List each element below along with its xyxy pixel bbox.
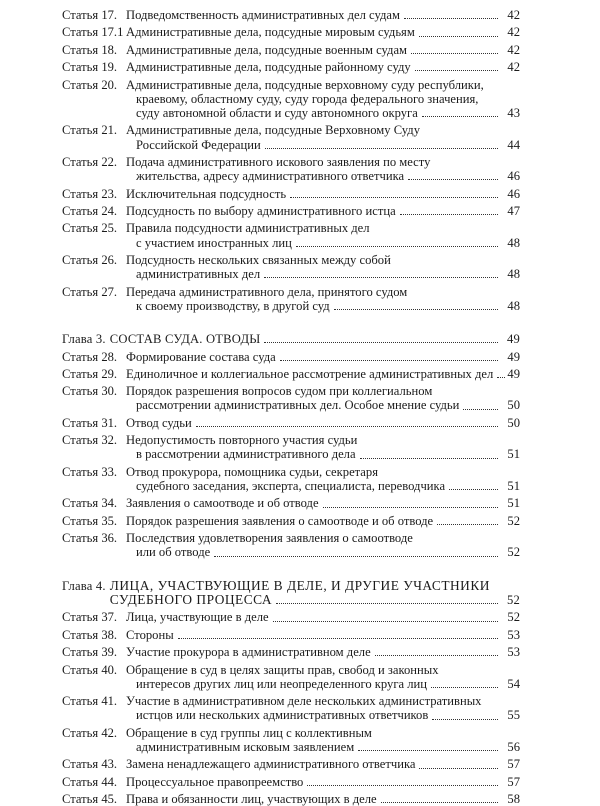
toc-entry xyxy=(62,465,520,493)
title-line-text: истцов или нескольких административных ответчиков xyxy=(136,708,429,723)
dot-leader xyxy=(264,276,498,278)
title-line xyxy=(126,350,502,364)
title-line: Административные дела, подсудные верховному суду республики, xyxy=(126,77,484,92)
toc-entry xyxy=(62,25,520,39)
article-label: Статья 27. xyxy=(62,284,118,299)
title-line: Подсудность нескольких связанных между собой xyxy=(126,252,391,267)
dot-leader xyxy=(400,213,498,215)
title-line: Административные дела, подсудные Верховному Суду xyxy=(126,123,421,138)
toc-entry xyxy=(62,285,520,313)
dot-leader xyxy=(422,115,498,117)
chapter-entry xyxy=(62,579,520,607)
article-title xyxy=(126,465,502,493)
article-label: Статья 25. xyxy=(62,221,118,236)
title-line: Последствия удовлетворения заявления о самоотводе xyxy=(126,531,413,546)
title-line xyxy=(126,447,502,461)
page-number: 50 xyxy=(507,415,520,430)
article-label: Статья 30. xyxy=(62,384,118,399)
title-line xyxy=(126,775,502,789)
title-line xyxy=(126,496,502,510)
title-line-text: жительства, адресу административного ответчика xyxy=(136,169,405,184)
toc-entry xyxy=(62,187,520,201)
page-number: 48 xyxy=(507,298,520,313)
title-line-text: Административные дела, подсудные военным судам xyxy=(126,42,408,57)
article-title xyxy=(126,610,502,624)
article-title xyxy=(126,221,502,249)
title-line xyxy=(126,792,502,806)
table-of-contents xyxy=(0,8,600,806)
article-title xyxy=(126,187,502,201)
title-line xyxy=(126,236,502,250)
dot-leader xyxy=(323,506,498,508)
toc-entry xyxy=(62,123,520,151)
page-number: 53 xyxy=(507,645,520,660)
title-line-text: административным исковым заявлением xyxy=(136,739,355,754)
toc-entry xyxy=(62,645,520,659)
dot-leader xyxy=(381,801,498,803)
title-line-text: Административные дела, подсудные районному суду xyxy=(126,60,411,75)
chapter-title xyxy=(110,579,502,607)
title-line xyxy=(126,514,502,528)
toc-entry xyxy=(62,757,520,771)
dot-leader xyxy=(463,408,498,410)
dot-leader xyxy=(273,620,498,622)
article-label: Статья 32. xyxy=(62,433,118,448)
title-line-text: с участием иностранных лиц xyxy=(136,235,292,250)
dot-leader xyxy=(408,178,498,180)
toc-entry xyxy=(62,221,520,249)
article-title xyxy=(126,433,502,461)
article-title xyxy=(126,204,502,218)
title-line-text: Процессуальное правопреемство xyxy=(126,774,304,789)
chapter-spacer xyxy=(0,316,600,322)
article-title xyxy=(126,531,502,559)
title-line xyxy=(126,299,502,313)
title-line xyxy=(126,60,502,74)
chapter-spacer xyxy=(0,563,600,569)
toc-entry xyxy=(62,433,520,461)
article-label: Статья 40. xyxy=(62,662,118,677)
dot-leader xyxy=(419,35,498,37)
article-title xyxy=(126,645,502,659)
article-label: Статья 44. xyxy=(62,774,118,789)
toc-entry xyxy=(62,514,520,528)
article-title xyxy=(126,8,502,22)
dot-leader xyxy=(296,245,498,247)
dot-leader xyxy=(449,488,498,490)
page-number: 42 xyxy=(507,42,520,57)
dot-leader xyxy=(432,718,498,720)
dot-leader xyxy=(411,52,498,54)
toc-entry xyxy=(62,628,520,642)
title-line xyxy=(126,204,502,218)
title-line: Правила подсудности административных дел xyxy=(126,221,370,236)
title-line xyxy=(126,187,502,201)
page-number: 50 xyxy=(507,398,520,413)
title-line xyxy=(126,43,502,57)
page-number: 42 xyxy=(507,8,520,22)
title-line-text: Права и обязанности лиц, участвующих в деле xyxy=(126,792,377,806)
article-title xyxy=(126,628,502,642)
title-line-text: СУДЕБНОГО ПРОЦЕССА xyxy=(109,592,273,608)
title-line-text: Отвод судьи xyxy=(126,415,192,430)
title-line-text: или об отводе xyxy=(136,545,211,560)
page-number: 49 xyxy=(507,349,520,364)
title-line-text: Лица, участвующие в деле xyxy=(126,610,269,625)
dot-leader xyxy=(214,555,498,557)
toc-entry xyxy=(62,610,520,624)
article-title xyxy=(126,496,502,510)
title-line: Передача административного дела, принятого судом xyxy=(126,284,408,299)
page-number: 46 xyxy=(507,186,520,201)
title-line-text: Административные дела, подсудные мировым судьям xyxy=(126,25,415,40)
page-number: 52 xyxy=(507,593,520,608)
article-title xyxy=(126,155,502,183)
title-line-text: Стороны xyxy=(126,627,174,642)
article-label: Статья 19. xyxy=(62,60,118,75)
page-number: 48 xyxy=(507,267,520,282)
toc-entry xyxy=(62,792,520,806)
article-label: Статья 21. xyxy=(62,123,118,138)
title-line xyxy=(126,169,502,183)
title-line-text: Единоличное и коллегиальное рассмотрение административных дел xyxy=(126,366,494,381)
article-title xyxy=(126,775,502,789)
title-line xyxy=(126,106,502,120)
title-line xyxy=(126,645,502,659)
article-title xyxy=(126,350,502,364)
title-line xyxy=(110,332,502,346)
title-line-text: Порядок разрешения заявления о самоотводе и об отводе xyxy=(126,513,434,528)
title-line xyxy=(126,416,502,430)
title-line xyxy=(110,593,502,607)
article-label: Статья 42. xyxy=(62,725,118,740)
dot-leader xyxy=(431,686,498,688)
title-line-text: административных дел xyxy=(136,267,261,282)
article-title xyxy=(126,792,502,806)
title-line-text: Подсудность по выбору административного истца xyxy=(126,203,396,218)
title-line-text: рассмотрении административных дел. Особое мнение судьи xyxy=(136,398,460,413)
page-number: 52 xyxy=(507,545,520,560)
title-line xyxy=(126,545,502,559)
chapter-label: Глава 3. xyxy=(62,332,106,347)
title-line xyxy=(126,25,502,39)
article-label: Статья 28. xyxy=(62,349,118,364)
page-number: 51 xyxy=(507,479,520,494)
title-line xyxy=(126,610,502,624)
article-title xyxy=(126,663,502,691)
toc-entry xyxy=(62,496,520,510)
article-label: Статья 24. xyxy=(62,203,118,218)
article-label: Статья 33. xyxy=(62,464,118,479)
article-label: Статья 31. xyxy=(62,415,118,430)
title-line-text: в рассмотрении административного дела xyxy=(136,447,356,462)
article-label: Статья 36. xyxy=(62,531,118,546)
article-label: Статья 20. xyxy=(62,77,118,92)
article-title xyxy=(126,757,502,771)
dot-leader xyxy=(290,196,498,198)
title-line: Отвод прокурора, помощника судьи, секретаря xyxy=(126,464,378,479)
chapter-title xyxy=(110,332,502,346)
page-number: 46 xyxy=(507,169,520,184)
title-line-text: Заявления о самоотводе и об отводе xyxy=(126,496,319,511)
title-line-text: суду автономной области и суду автономного округа xyxy=(136,105,418,120)
article-label: Статья 18. xyxy=(62,42,118,57)
title-line xyxy=(126,740,502,754)
dot-leader xyxy=(375,654,498,656)
article-title xyxy=(126,367,502,381)
page-number: 42 xyxy=(507,25,520,40)
toc-entry xyxy=(62,775,520,789)
dot-leader xyxy=(196,425,498,427)
article-label: Статья 29. xyxy=(62,366,118,381)
article-title xyxy=(126,416,502,430)
page-number: 49 xyxy=(507,366,520,381)
dot-leader xyxy=(276,602,498,604)
page-number: 58 xyxy=(507,792,520,806)
dot-leader xyxy=(280,359,498,361)
article-title xyxy=(126,285,502,313)
toc-entry xyxy=(62,78,520,121)
article-label: Статья 34. xyxy=(62,496,118,511)
article-label: Статья 17.1 xyxy=(62,25,124,40)
article-label: Статья 17. xyxy=(62,8,118,22)
article-label: Статья 45. xyxy=(62,792,118,806)
title-line-text: интересов других лиц или неопределенного круга лиц xyxy=(136,676,428,691)
article-label: Статья 35. xyxy=(62,513,118,528)
toc-entry xyxy=(62,694,520,722)
page-number: 56 xyxy=(507,739,520,754)
toc-entry xyxy=(62,350,520,364)
dot-leader xyxy=(419,767,498,769)
chapter-entry xyxy=(62,332,520,346)
page-number: 57 xyxy=(507,774,520,789)
article-label: Статья 39. xyxy=(62,645,118,660)
title-line-text: к своему производству, в другой суд xyxy=(136,298,330,313)
page-number: 55 xyxy=(507,708,520,723)
article-title xyxy=(126,123,502,151)
page-number: 52 xyxy=(507,610,520,625)
dot-leader xyxy=(265,147,498,149)
title-line: Порядок разрешения вопросов судом при коллегиальном xyxy=(126,384,433,399)
toc-entry xyxy=(62,367,520,381)
page-number: 57 xyxy=(507,757,520,772)
title-line: Обращение в суд группы лиц с коллективным xyxy=(126,725,372,740)
title-line-text: Замена ненадлежащего административного ответчика xyxy=(126,757,416,772)
title-line xyxy=(126,757,502,771)
title-line-text: Российской Федерации xyxy=(136,137,261,152)
title-line xyxy=(126,708,502,722)
toc-entry xyxy=(62,155,520,183)
title-line: Обращение в суд в целях защиты прав, свобод и законных xyxy=(126,662,439,677)
dot-leader xyxy=(358,749,498,751)
page-number: 44 xyxy=(507,137,520,152)
article-label: Статья 22. xyxy=(62,154,118,169)
chapter-label: Глава 4. xyxy=(62,578,106,593)
title-line: ЛИЦА, УЧАСТВУЮЩИЕ В ДЕЛЕ, И ДРУГИЕ УЧАСТНИКИ xyxy=(109,577,490,593)
title-line: Подача административного искового заявления по месту xyxy=(126,154,431,169)
dot-leader xyxy=(307,784,498,786)
dot-leader xyxy=(334,308,498,310)
page-number: 42 xyxy=(507,60,520,75)
dot-leader xyxy=(360,457,498,459)
title-line-text: Участие прокурора в административном деле xyxy=(126,645,371,660)
article-title xyxy=(126,253,502,281)
title-line xyxy=(126,628,502,642)
title-line xyxy=(126,8,502,22)
dot-leader xyxy=(415,69,498,71)
title-line xyxy=(126,479,502,493)
article-title xyxy=(126,384,502,412)
title-line-text: Формирование состава суда xyxy=(126,349,276,364)
article-label: Статья 26. xyxy=(62,252,118,267)
toc-entry xyxy=(62,416,520,430)
title-line-text: судебного заседания, эксперта, специалиста, переводчика xyxy=(136,479,446,494)
toc-entry xyxy=(62,663,520,691)
page-number: 47 xyxy=(507,203,520,218)
page-number: 49 xyxy=(507,332,520,347)
article-title xyxy=(126,78,502,121)
toc-entry xyxy=(62,60,520,74)
page-number: 51 xyxy=(507,496,520,511)
article-label: Статья 41. xyxy=(62,694,118,709)
title-line: Недопустимость повторного участия судьи xyxy=(126,433,358,448)
article-title xyxy=(126,60,502,74)
title-line xyxy=(126,138,502,152)
title-line xyxy=(126,367,502,381)
title-line xyxy=(126,267,502,281)
page-number: 51 xyxy=(507,447,520,462)
toc-entry xyxy=(62,253,520,281)
title-line xyxy=(126,677,502,691)
article-label: Статья 43. xyxy=(62,757,118,772)
dot-leader xyxy=(264,341,498,343)
dot-leader xyxy=(404,17,498,19)
toc-entry xyxy=(62,204,520,218)
title-line xyxy=(126,398,502,412)
page-number: 53 xyxy=(507,627,520,642)
toc-entry xyxy=(62,8,520,22)
article-label: Статья 23. xyxy=(62,186,118,201)
toc-entry xyxy=(62,384,520,412)
article-title xyxy=(126,43,502,57)
toc-entry xyxy=(62,43,520,57)
article-title xyxy=(126,694,502,722)
title-line-text: СОСТАВ СУДА. ОТВОДЫ xyxy=(109,332,261,347)
page-number: 43 xyxy=(507,105,520,120)
article-label: Статья 37. xyxy=(62,610,118,625)
title-line-text: Подведомственность административных дел судам xyxy=(126,8,400,22)
page-number: 48 xyxy=(507,235,520,250)
dot-leader xyxy=(178,637,498,639)
page-number: 52 xyxy=(507,513,520,528)
title-line: краевому, областному суду, суду города федерального значения, xyxy=(136,91,479,106)
article-title xyxy=(126,514,502,528)
article-title xyxy=(126,25,502,39)
page-number: 54 xyxy=(507,676,520,691)
toc-entry xyxy=(62,531,520,559)
title-line: Участие в административном деле нескольких административных xyxy=(126,694,482,709)
article-label: Статья 38. xyxy=(62,627,118,642)
dot-leader xyxy=(437,523,498,525)
title-line-text: Исключительная подсудность xyxy=(126,186,287,201)
